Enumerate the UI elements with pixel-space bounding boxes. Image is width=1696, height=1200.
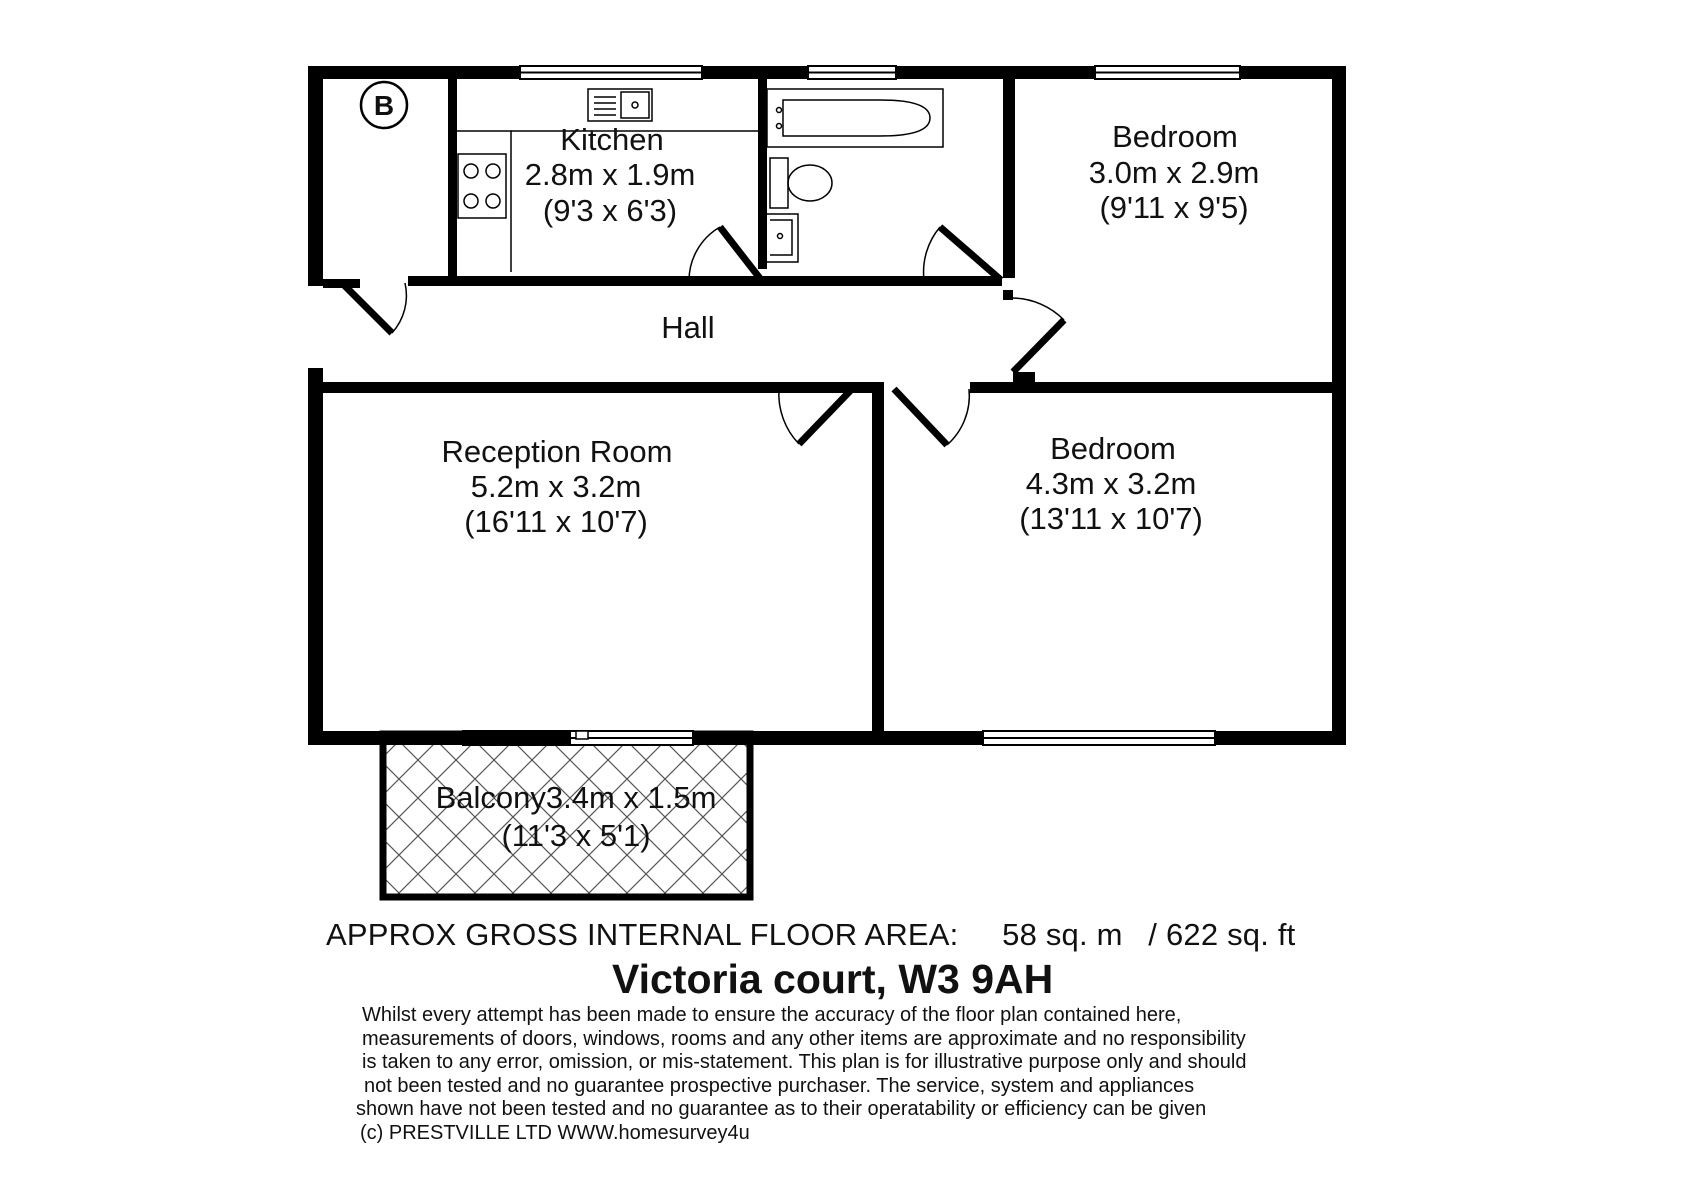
bedroom-top-metric: 3.0m x 2.9m [1088, 155, 1260, 190]
bedroom-bottom-name: Bedroom [1050, 431, 1176, 466]
bedroom-top-name: Bedroom [1112, 119, 1238, 154]
disclaimer-line: Whilst every attempt has been made to ensure the accuracy of the floor plan contained here, [362, 1004, 1182, 1026]
disclaimer-line: not been tested and no guarantee prospective purchaser. The service, system and appliances [364, 1074, 1195, 1097]
floor-area-metric: 58 sq. m [1002, 917, 1123, 952]
bedroom-bottom-imperial: (13'11 x 10'7) [1019, 501, 1203, 536]
bedroom-bottom-metric: 4.3m x 3.2m [1025, 466, 1197, 501]
floor-area-separator: / [1148, 917, 1158, 952]
floor-area-imperial: 622 sq. ft [1165, 917, 1296, 952]
balcony-label-line1: Balcony3.4m x 1.5m [435, 780, 717, 815]
disclaimer-line: shown have not been tested and no guarantee as to their operatability or efficiency can be given [356, 1098, 1207, 1120]
floor-area-label: APPROX GROSS INTERNAL FLOOR AREA: [326, 917, 959, 952]
kitchen-name: Kitchen [560, 122, 664, 157]
boiler-letter: B [373, 90, 395, 121]
bedroom-top-room [1089, 119, 1260, 225]
boiler [361, 82, 407, 128]
property-address: Victoria court, W3 9AH [612, 956, 1054, 1002]
kitchen-imperial: (9'3 x 6'3) [542, 193, 678, 228]
balcony-label-line2: (11'3 x 5'1) [501, 818, 651, 853]
disclaimer-line: is taken to any error, omission, or mis-statement. This plan is for illustrative purpose only and should [362, 1051, 1247, 1073]
balcony [383, 734, 750, 897]
reception-name: Reception Room [441, 434, 673, 469]
disclaimer [356, 1004, 1422, 1122]
bedroom-bottom-room [1019, 431, 1203, 536]
disclaimer-line: measurements of doors, windows, rooms and any other items are approximate and no responsibility [362, 1027, 1246, 1050]
bedroom-top-imperial: (9'11 x 9'5) [1099, 190, 1249, 225]
copyright-notice: (c) PRESTVILLE LTD WWW.homesurvey4u [360, 1122, 750, 1144]
reception-imperial: (16'11 x 10'7) [464, 504, 648, 539]
reception-room [442, 434, 673, 539]
kitchen-metric: 2.8m x 1.9m [524, 157, 696, 192]
hall-name: Hall [661, 310, 715, 345]
hall-room [661, 310, 714, 345]
floor-area-line [326, 917, 1426, 953]
bathroom-fixtures [764, 89, 943, 262]
reception-metric: 5.2m x 3.2m [470, 469, 642, 504]
kitchen-room [525, 122, 696, 228]
